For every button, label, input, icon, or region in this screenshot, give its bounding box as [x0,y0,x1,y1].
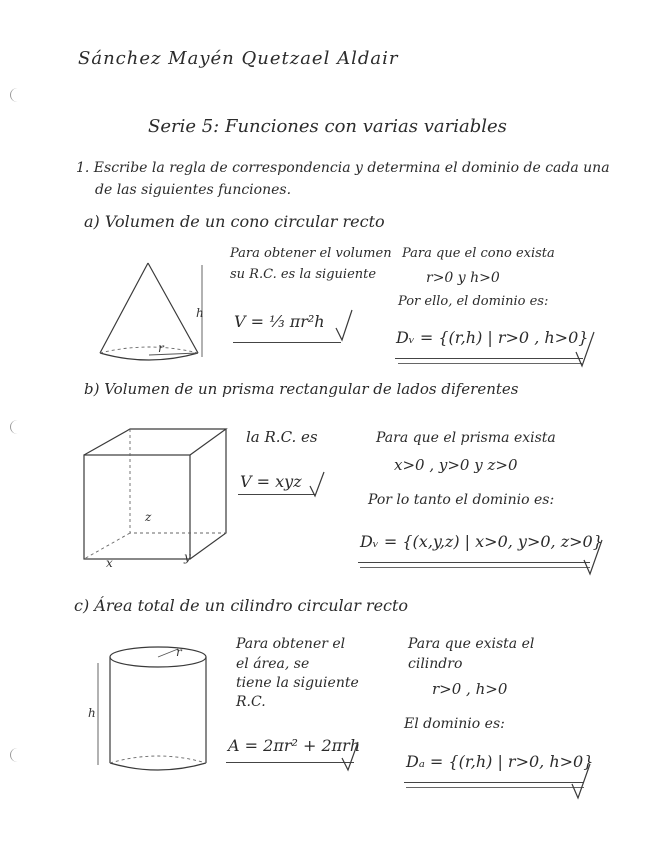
formula-underline [226,762,354,763]
section-a-domain-intro: Por ello, el dominio es: [398,294,549,309]
section-c-text-2: el área, se [236,656,310,672]
section-b-text-1: la R.C. es [246,428,318,446]
check-mark [582,538,604,578]
section-a-formula: V = ⅓ πr²h [234,312,325,331]
domain-underline-2 [360,567,590,568]
margin-mark [10,88,25,102]
section-c-domain-intro: El dominio es: [404,716,505,732]
section-a-text-2: su R.C. es la siguiente [230,267,377,282]
section-c-formula: A = 2πr² + 2πrh [228,736,361,755]
cylinder-label-h: h [88,706,96,720]
section-b-formula: V = xyz [240,472,302,491]
check-mark [340,740,360,774]
section-c-condition-2: cilindro [408,656,463,672]
section-c-condition-1: Para que exista el [408,636,535,652]
section-a-domain: Dᵥ = {(r,h) | r>0 , h>0} [396,328,589,347]
domain-underline [358,562,590,563]
cone-label-r: r [158,341,164,355]
domain-underline [404,782,584,783]
check-mark [308,470,326,500]
section-b-domain: Dᵥ = {(x,y,z) | x>0, y>0, z>0} [360,532,603,551]
formula-underline [238,494,316,495]
cone-label-h: h [196,306,204,320]
prism-label-y: y [184,550,191,564]
cylinder-label-r: r [176,645,182,659]
section-c-heading: c) Área total de un cilindro circular recto [74,596,409,615]
section-a-condition-2: r>0 y h>0 [426,270,500,286]
margin-mark [10,420,25,434]
prism-figure [80,425,230,565]
section-b-heading: b) Volumen de un prisma rectangular de lados diferentes [84,380,519,398]
instruction-line-2: de las siguientes funciones. [95,182,292,198]
section-a-text-1: Para obtener el volumen [230,246,392,261]
cylinder-figure [92,645,212,775]
check-mark [574,330,596,370]
prism-label-z: z [145,510,152,524]
section-c-text-4: R.C. [236,694,266,710]
section-c-domain: Dₐ = {(r,h) | r>0, h>0} [406,752,594,771]
author-name: Sánchez Mayén Quetzael Aldair [78,48,399,69]
check-mark [570,762,592,802]
section-b-condition-1: Para que el prisma exista [376,430,556,446]
page-title: Serie 5: Funciones con varias variables [148,116,507,137]
section-a-condition-1: Para que el cono exista [402,246,555,261]
domain-underline-2 [406,787,584,788]
section-c-text-3: tiene la siguiente [236,675,359,691]
domain-underline [395,358,583,359]
section-c-condition-3: r>0 , h>0 [432,680,508,698]
check-mark [334,308,354,344]
instruction-line-1: 1. Escribe la regla de correspondencia y determina el dominio de cada una [76,160,610,176]
section-a-heading: a) Volumen de un cono circular recto [84,212,385,231]
domain-underline-2 [398,363,582,364]
section-c-text-1: Para obtener el [236,636,346,652]
margin-mark [10,748,25,762]
section-b-domain-intro: Por lo tanto el dominio es: [368,492,555,508]
section-b-condition-2: x>0 , y>0 y z>0 [394,456,518,474]
formula-underline [233,342,341,343]
prism-label-x: x [106,556,113,570]
